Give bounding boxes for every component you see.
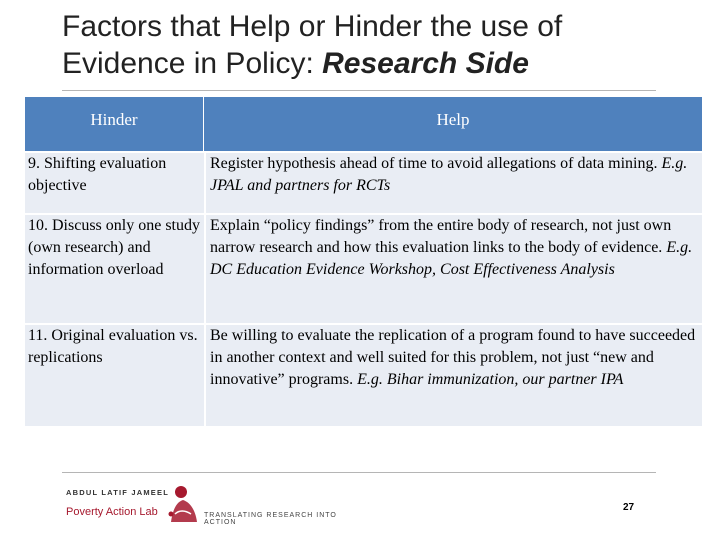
help-text: Explain “policy findings” from the entire body of research, not just own narrow research and how this evaluation links to the body of evidence. — [210, 217, 672, 256]
help-text: Be willing to evaluate the replication of a program found to have succeeded in another context and well suited for this problem, not just “new and innovative” programs. — [210, 327, 696, 388]
help-text: Register hypothesis ahead of time to avoid allegations of data mining. — [210, 155, 662, 172]
jpal-logo — [62, 484, 362, 524]
page-number: 27 — [623, 502, 635, 513]
logo-figure-icon — [165, 484, 201, 524]
header-hinder: Hinder — [25, 97, 203, 151]
title-emphasis: Research Side — [322, 47, 529, 80]
slide-title — [62, 8, 702, 82]
table-row — [25, 215, 702, 323]
hinder-help-table — [25, 97, 702, 426]
table-row — [25, 153, 702, 213]
help-cell — [204, 325, 702, 426]
help-example: E.g. DC Education Evidence Workshop, Cost Effectiveness Analysis — [210, 239, 693, 278]
title-line-1: Factors that Help or Hinder the use of — [62, 10, 563, 43]
help-cell — [204, 215, 702, 323]
top-divider — [62, 90, 656, 91]
table-row — [25, 325, 702, 426]
bottom-divider — [62, 472, 656, 473]
title-line-2: Evidence in Policy: — [62, 47, 323, 80]
help-example: E.g. JPAL and partners for RCTs — [210, 155, 688, 194]
header-help: Help — [204, 97, 702, 151]
hinder-cell: 10. Discuss only one study (own research) and information overload — [28, 217, 200, 278]
logo-bottom-text: Poverty Action Lab — [66, 506, 158, 518]
help-example: E.g. Bihar immunization, our partner IPA — [357, 371, 624, 388]
logo-tagline: TRANSLATING RESEARCH INTO ACTION — [204, 512, 337, 526]
help-cell — [204, 153, 702, 213]
hinder-cell: 9. Shifting evaluation objective — [28, 155, 167, 194]
logo-top-text: ABDUL LATIF JAMEEL — [66, 488, 169, 497]
hinder-cell: 11. Original evaluation vs. replications — [28, 327, 198, 366]
